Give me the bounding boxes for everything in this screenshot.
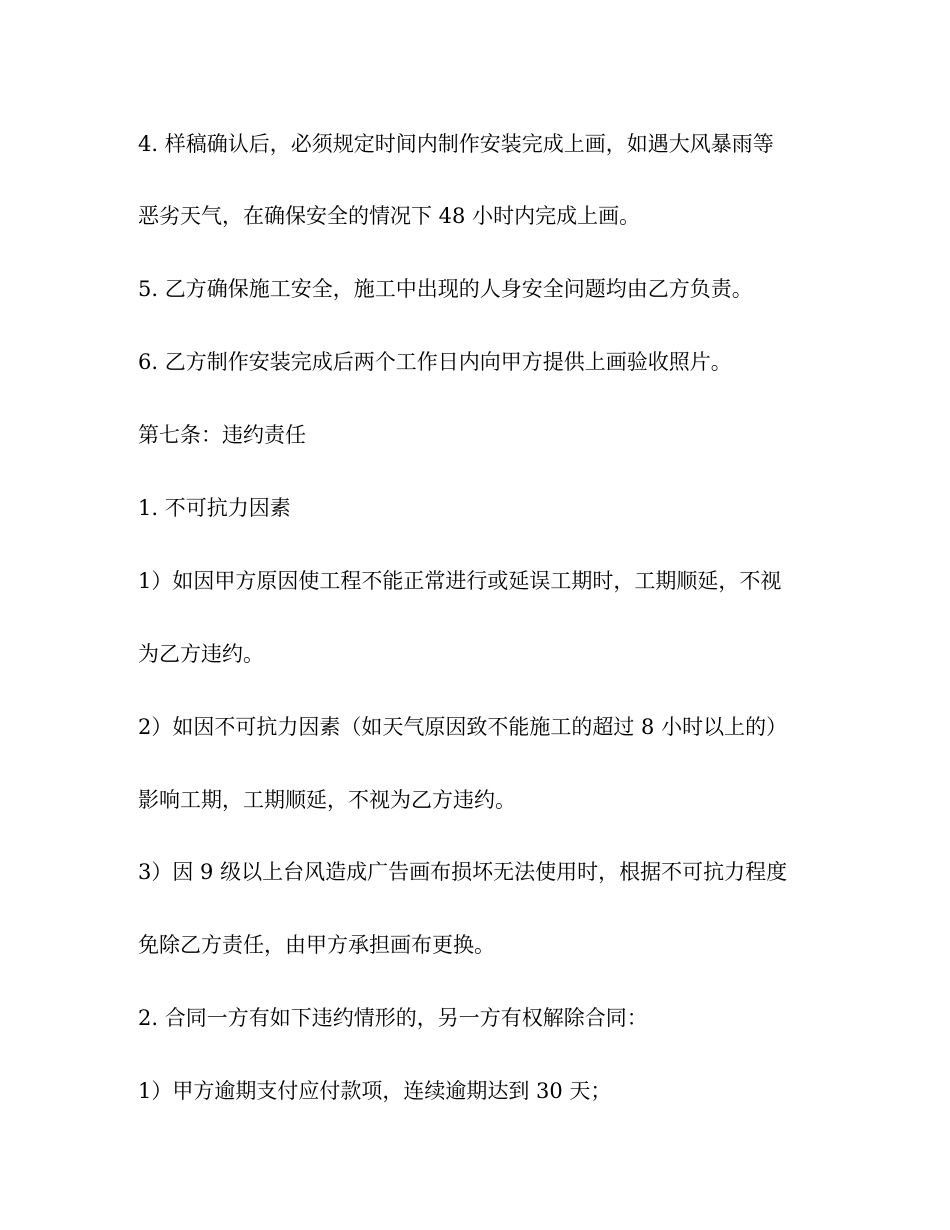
clause-4-line-1: 4. 样稿确认后，必须规定时间内制作安装完成上画，如遇大风暴雨等 [138, 132, 774, 156]
item-1-line-2: 为乙方违约。 [138, 642, 264, 666]
item-2-line-2: 影响工期，工期顺延，不视为乙方违约。 [138, 788, 516, 812]
clause-5-line: 5. 乙方确保施工安全，施工中出现的人身安全问题均由乙方负责。 [138, 277, 753, 301]
item-3-line-2: 免除乙方责任，由甲方承担画布更换。 [138, 933, 495, 957]
subheading-force-majeure: 1. 不可抗力因素 [138, 496, 291, 520]
clause-6-line: 6. 乙方制作安装完成后两个工作日内向甲方提供上画验收照片。 [138, 350, 732, 374]
clause-4-line-2: 恶劣天气，在确保安全的情况下 48 小时内完成上画。 [138, 204, 641, 228]
section-heading-article-7: 第七条：违约责任 [138, 423, 306, 447]
subheading-termination: 2. 合同一方有如下违约情形的，另一方有权解除合同： [138, 1006, 648, 1030]
termination-item-1-line: 1）甲方逾期支付应付款项，连续逾期达到 30 天； [138, 1079, 612, 1103]
item-2-line-1: 2）如因不可抗力因素（如天气原因致不能施工的超过 8 小时以上的） [138, 715, 788, 739]
item-3-line-1: 3）因 9 级以上台风造成广告画布损坏无法使用时，根据不可抗力程度 [138, 860, 788, 884]
item-1-line-1: 1）如因甲方原因使工程不能正常进行或延误工期时，工期顺延，不视 [138, 569, 782, 593]
